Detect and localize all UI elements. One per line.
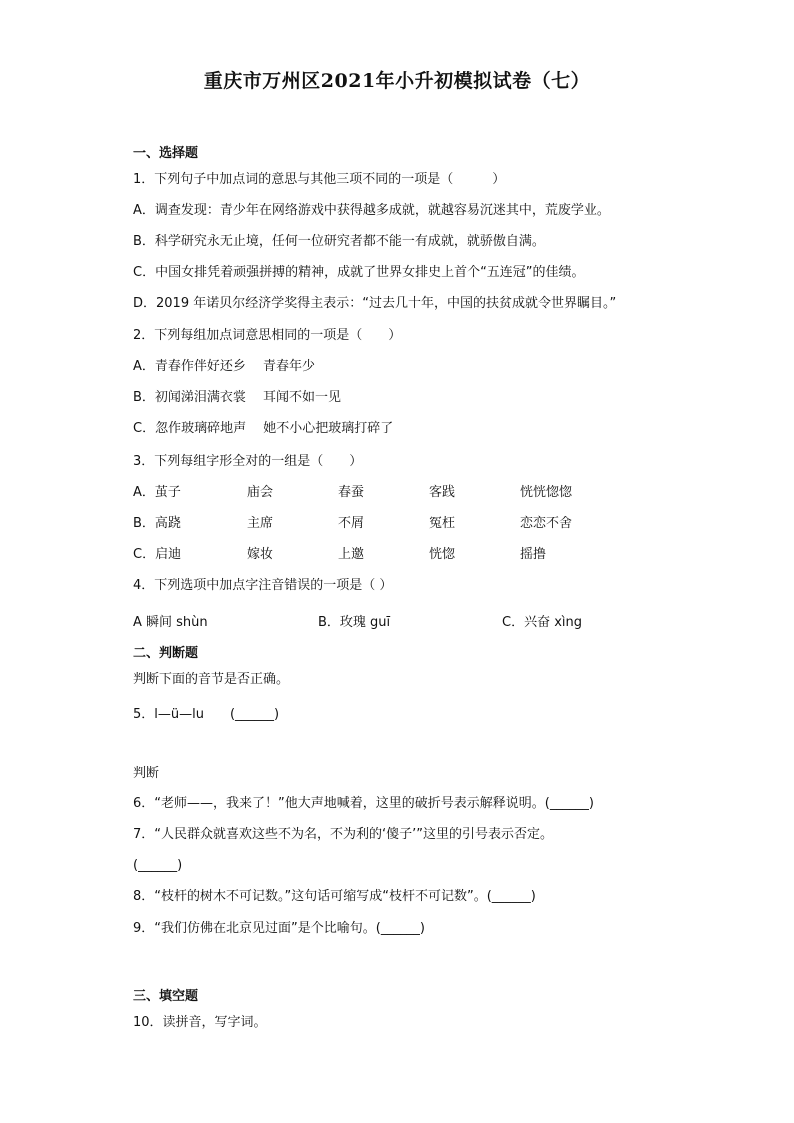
question-4-option-c: C．兴奋 xìng — [502, 615, 583, 630]
question-7-blank: (______) — [133, 858, 183, 873]
question-6: 6．“老师——，我来了！”他大声地喊着，这里的破折号表示解释说明。(______) — [133, 796, 594, 811]
q3-cell: 摇撸 — [520, 547, 547, 562]
q3-cell: 上邀 — [338, 547, 365, 562]
question-2-option-a: A．青春作伴好还乡 青春年少 — [133, 359, 316, 374]
question-1-option-d: D．2019 年诺贝尔经济学奖得主表示：“过去几十年，中国的扶贫成就令世界瞩目。” — [133, 296, 617, 311]
section2-sub-label: 判断 — [133, 766, 160, 781]
section2-intro: 判断下面的音节是否正确。 — [133, 672, 290, 687]
q3-cell: C．启迪 — [133, 547, 182, 562]
question-1-option-a: A．调查发现：青少年在网络游戏中获得越多成就，就越容易沉迷其中，荒废学业。 — [133, 203, 610, 218]
question-5: 5．l—ü—lu (______) — [133, 707, 280, 722]
section-heading-judge: 二、判断题 — [133, 646, 199, 661]
q3-cell: 恋恋不舍 — [520, 516, 573, 531]
q3-cell: 主席 — [247, 516, 274, 531]
q3-cell: A．茧子 — [133, 485, 181, 500]
question-9: 9．“我们仿佛在北京见过面”是个比喻句。(______) — [133, 921, 425, 936]
q3-cell: 恍恍惚惚 — [520, 485, 573, 500]
q3-cell: 冤枉 — [429, 516, 456, 531]
q3-cell: B．高跷 — [133, 516, 181, 531]
q3-cell: 客践 — [429, 485, 456, 500]
question-2-stem: 2．下列每组加点词意思相同的一项是（ ） — [133, 328, 402, 343]
question-1-option-b: B．科学研究永无止境，任何一位研究者都不能一有成就，就骄傲自满。 — [133, 234, 545, 249]
question-7: 7．“人民群众就喜欢这些不为名，不为利的‘傻子’”这里的引号表示否定。 — [133, 827, 554, 842]
q3-cell: 不屑 — [338, 516, 365, 531]
question-1-option-c: C．中国女排凭着顽强拼搏的精神，成就了世界女排史上首个“五连冠”的佳绩。 — [133, 265, 585, 280]
question-8: 8．“枝杆的树木不可记数。”这句话可缩写成“枝杆不可记数”。(______) — [133, 889, 536, 904]
q3-cell: 嫁妆 — [247, 547, 274, 562]
section-heading-choice: 一、选择题 — [133, 146, 199, 161]
question-4-option-b: B．玫瑰 guī — [318, 615, 391, 630]
question-4-option-a: A 瞬间 shùn — [133, 615, 208, 630]
q3-cell: 春蚕 — [338, 485, 365, 500]
question-2-option-c: C．忽作玻璃碎地声 她不小心把玻璃打碎了 — [133, 421, 394, 436]
page-title: 重庆市万州区2021年小升初模拟试卷（七） — [203, 70, 591, 92]
question-2-option-b: B．初闻涕泪满衣裳 耳闻不如一见 — [133, 390, 342, 405]
question-4-stem: 4．下列选项中加点字注音错误的一项是（ ） — [133, 578, 393, 593]
section-heading-fill: 三、填空题 — [133, 989, 199, 1004]
question-10: 10．读拼音，写字词。 — [133, 1015, 267, 1030]
question-3-stem: 3．下列每组字形全对的一组是（ ） — [133, 454, 363, 469]
q3-cell: 恍惚 — [429, 547, 456, 562]
question-1-stem: 1．下列句子中加点词的意思与其他三项不同的一项是（ ） — [133, 172, 506, 187]
q3-cell: 庙会 — [247, 485, 274, 500]
